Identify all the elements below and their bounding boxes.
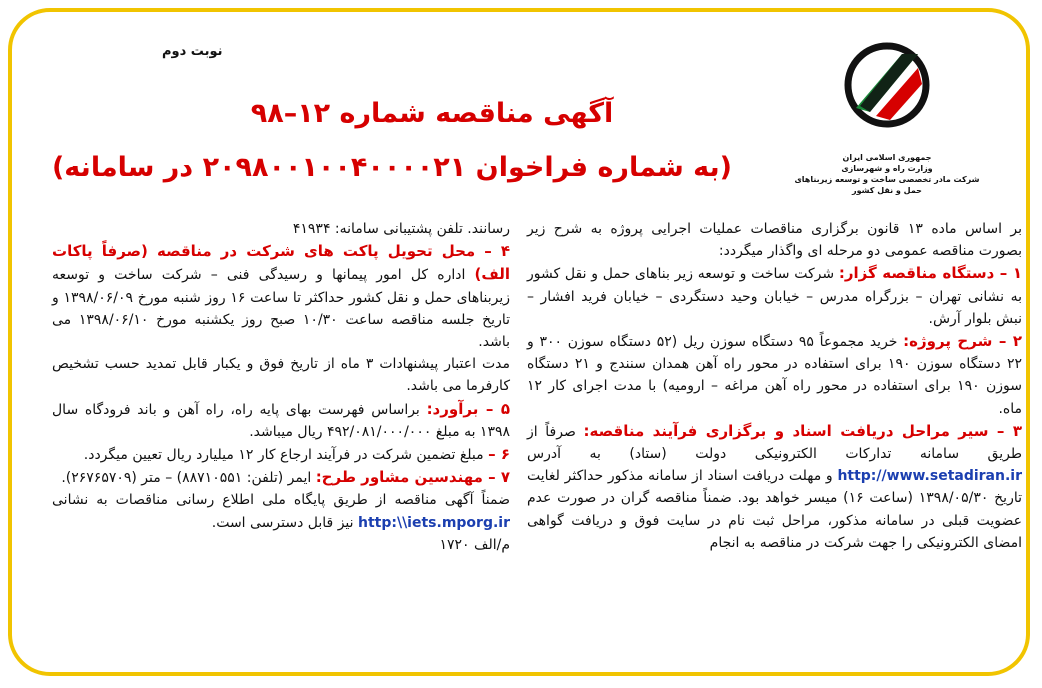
section-5 [52, 398, 510, 443]
org-line-2: وزارت راه و شهرسازی [841, 164, 933, 173]
section-6-text: مبلغ تضمین شرکت در فرآیند ارجاع کار ۱۲ میلیارد ریال تعیین میگردد. [83, 447, 489, 464]
section-1-heading: ۱ – دستگاه مناقصه گزار: [838, 264, 1022, 283]
round-label: نوبت دوم [162, 44, 223, 59]
section-4-text: اداره کل امور پیمانها و رسیدگی فنی – شرکت ساخت و توسعه زیربناهای حمل و نقل کشور حداکثر تا ساعت ۱۶ روز شنبه مورخ ۱۳۹۸/۰۶/۰۹ و تاریخ جلسه مناقصه ساعت ۱۰/۳۰ صبح روز یکشنبه مورخ ۱۳۹۸/۰۶/۱۰ می باشد. [52, 267, 510, 351]
section-6 [52, 443, 510, 466]
section-7 [52, 466, 510, 489]
section-4 [52, 240, 510, 353]
call-number-title: (به شماره فراخوان ۲۰۹۸۰۰۱۰۰۴۰۰۰۰۲۱ در سامانه) [51, 152, 732, 183]
section-5-heading: ۵ – برآورد: [426, 399, 510, 418]
notice-frame [8, 8, 1030, 676]
section-1-text: شرکت ساخت و توسعه زیر بناهای حمل و نقل کشور به نشانی تهران – بزرگراه مدرس – خیابان وحید دستگردی – خیابان فرید افشار – نبش بلوار آرش. [527, 266, 1022, 327]
section-6-heading: ۶ – [488, 445, 510, 464]
continuation-text: رسانند. تلفن پشتیبانی سامانه: ۴۱۹۳۴ [292, 221, 510, 237]
section-2-heading: ۲ – شرح پروژه: [903, 332, 1022, 351]
notice-text-b: نیز قابل دسترسی است. [211, 514, 358, 531]
section-2 [527, 330, 1022, 420]
org-line-1: جمهوری اسلامی ایران [842, 153, 932, 162]
notice-paragraph [52, 489, 510, 533]
section-7-heading: ۷ – مهندسین مشاور طرح: [315, 468, 510, 487]
org-name [792, 152, 982, 196]
intro-paragraph: بر اساس ماده ۱۳ قانون برگزاری مناقصات عملیات اجرایی پروژه به شرح زیر بصورت مناقصه عمومی دو مرحله ای واگذار میگردد: [527, 221, 1022, 260]
notice-text: ضمناً آگهی مناقصه از طریق پایگاه ملی اطلاع رسانی مناقصات به نشانی [52, 492, 510, 509]
section-1 [527, 262, 1022, 330]
setadiran-link[interactable]: http://www.setadiran.ir [837, 468, 1022, 485]
iets-link[interactable]: http:\\iets.mporg.ir [357, 514, 510, 531]
validity-paragraph: مدت اعتبار پیشنهادات ۳ ماه از تاریخ فوق و یکبار قابل تمدید حسب تشخیص کارفرما می باشد. [52, 356, 510, 395]
section-3 [527, 420, 1022, 554]
section-7-text: ایمر (تلفن: ۸۸۷۱۰۵۵۱) – متر (۲۶۷۶۵۷۰۹). [61, 470, 316, 487]
ministry-logo [842, 40, 932, 130]
section-2-text: خرید مجموعاً ۹۵ دستگاه سوزن ریل (۵۲ دستگاه سوزن ۳۰۰ و ۲۲ دستگاه سوزن ۱۹۰ برای استفاده در محور راه آهن همدان سنندج و ۲۱ دستگاه سوزن ۱۹۰ برای استفاده در محور راه آهن مراغه – ارومیه) با مدت اجرای کار ۱۲ ماه. [527, 334, 1022, 417]
section-4-heading: ۴ – محل تحویل پاکت های شرکت در مناقصه (صرفاً پاکات الف) [52, 242, 510, 284]
notice-title: آگهی مناقصه شماره ۱۲–۹۸ [250, 98, 614, 129]
section-5-text: براساس فهرست بهای پایه راه، راه آهن و باند فرودگاه سال ۱۳۹۸ به مبلغ ۴۹۲/۰۸۱/۰۰۰/۰۰۰ ریال میباشد. [52, 401, 510, 440]
org-line-3: شرکت مادر تخصصی ساخت و توسعه زیربناهای حمل و نقل کشور [794, 175, 980, 195]
section-3-text-a: صرفاً از طریق سامانه تدارکات الکترونیکی دولت (ستاد) به آدرس [527, 423, 1022, 463]
section-3-text-b: و مهلت دریافت اسناد از سامانه مذکور حداکثر لغایت تاریخ ۱۳۹۸/۰۵/۳۰ (ساعت ۱۶) میسر خواهد بود. ضمناً مناقصه گران در صورت عدم عضویت قبلی در سامانه مذکور، مراحل ثبت نام در سایت فوق و دریافت گواهی امضای الکترونیکی را جهت شرکت در مناقصه به انجام [527, 468, 1023, 551]
reference-code: م/الف ۱۷۲۰ [439, 536, 510, 553]
right-column [527, 218, 1022, 554]
section-3-heading: ۳ – سیر مراحل دریافت اسناد و برگزاری فرآیند مناقصه: [583, 421, 1022, 440]
left-column [52, 218, 510, 556]
